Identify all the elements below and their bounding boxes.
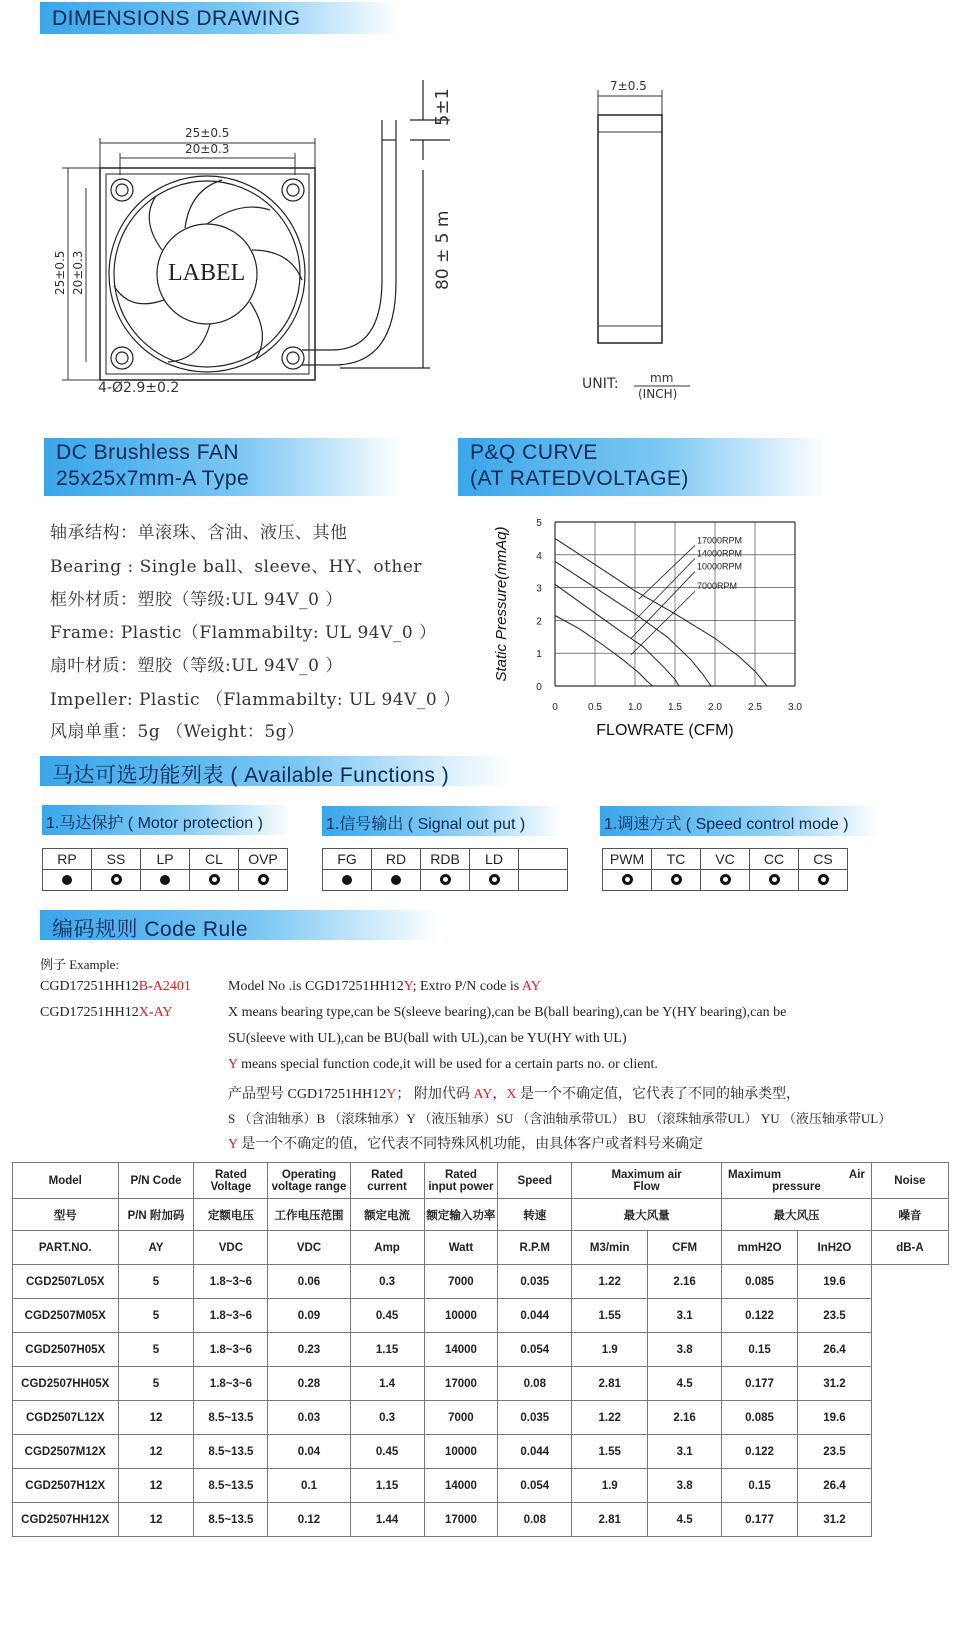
speed-function-mark (603, 870, 652, 891)
table-cell: 12 (118, 1401, 194, 1435)
table-cell: 4.5 (648, 1503, 722, 1537)
height-inner-dim: 20±0.3 (71, 250, 85, 295)
motor-function-mark (239, 870, 288, 891)
example-code-1 (40, 979, 191, 995)
signal-function-label: LD (470, 849, 519, 870)
table-cell: 0.3 (350, 1401, 424, 1435)
table-cell: 3.1 (648, 1435, 722, 1469)
cn1-x: X (506, 1087, 517, 1102)
x-meaning-line2: SU(sleeve with UL),can be BU(ball with UL),can be YU(HY with UL) (228, 1031, 627, 1046)
pq-curve-banner (458, 438, 828, 496)
part-number-cell: CGD2507M12X (13, 1435, 119, 1469)
functions-banner (40, 756, 510, 786)
x-axis-label: FLOWRATE (CFM) (596, 722, 734, 739)
table-cell: 0.09 (268, 1299, 350, 1333)
motor-function-label: OVP (239, 849, 288, 870)
speed-function-mark (799, 870, 848, 891)
ring-dot-icon (769, 874, 780, 885)
table-row (13, 1401, 949, 1435)
series-label: 17000RPM (697, 535, 743, 546)
series-pointer (631, 572, 695, 639)
fan-side-drawing (570, 70, 730, 410)
unit-rp: Watt (424, 1231, 498, 1265)
table-cell: 26.4 (798, 1333, 872, 1367)
motor-function-mark (141, 870, 190, 891)
signal-function-mark (372, 870, 421, 891)
filled-dot-icon (62, 875, 72, 885)
ring-dot-icon (209, 874, 220, 885)
dimensions-banner (40, 2, 400, 34)
table-cell: 12 (118, 1503, 194, 1537)
speed-function-mark (750, 870, 799, 891)
ex1-bearing: B (138, 979, 149, 994)
y-tick-label: 0 (536, 682, 542, 693)
y-line: means special function code,it will be used for a certain parts no. or client. (237, 1057, 658, 1072)
table-cell: 3.8 (648, 1469, 722, 1503)
th-operating-voltage: Operating voltage range (268, 1163, 350, 1199)
table-cell: 0.1 (268, 1469, 350, 1503)
part-number-cell: CGD2507M05X (13, 1299, 119, 1333)
y-tick-label: 3 (536, 583, 542, 595)
cn1-pre: 产品型号 CGD17251HH12 (228, 1087, 387, 1102)
th-cn-ov: 工作电压范围 (268, 1199, 350, 1231)
cn1-ay: AY (473, 1087, 493, 1102)
table-cell: 26.4 (798, 1469, 872, 1503)
speed-control-table (602, 848, 848, 891)
th-cn-pn: P/N 附加码 (118, 1199, 194, 1231)
table-row (13, 1333, 949, 1367)
table-cell: 0.06 (268, 1265, 350, 1299)
th-cn-speed: 转速 (498, 1199, 572, 1231)
motor-function-label: SS (92, 849, 141, 870)
signal-function-mark (470, 870, 519, 891)
th-rated-current: Rated current (350, 1163, 424, 1199)
part-number-cell: CGD2507H05X (13, 1333, 119, 1367)
code-rule-title: 编码规则 Code Rule (52, 918, 249, 941)
table-cell: 12 (118, 1469, 194, 1503)
table-cell: 14000 (424, 1333, 498, 1367)
table-cell: 0.28 (268, 1367, 350, 1401)
spec-bearing-cn: 轴承结构：单滚珠、含油、液压、其他 (50, 523, 348, 543)
part-number-cell: CGD2507L05X (13, 1265, 119, 1299)
motor-function-mark (92, 870, 141, 891)
x-tick-label: 3.0 (788, 702, 802, 713)
table-cell: 17000 (424, 1367, 498, 1401)
table-cell: 0.08 (498, 1503, 572, 1537)
unit-dba: dB-A (871, 1231, 948, 1265)
unit-mmh2o: mmH2O (722, 1231, 798, 1265)
table-cell: 8.5~13.5 (194, 1503, 268, 1537)
pn-code-cell: AY (118, 1231, 194, 1265)
part-number-cell: CGD2507HH05X (13, 1367, 119, 1401)
unit-inh2o: InH2O (798, 1231, 872, 1265)
series-label: 10000RPM (697, 561, 743, 572)
table-cell: 5 (118, 1367, 194, 1401)
th-cn-noise: 噪音 (871, 1199, 948, 1231)
table-cell: 0.15 (722, 1333, 798, 1367)
series-pointer (639, 545, 695, 599)
x-tick-label: 2.5 (748, 702, 762, 713)
table-cell: 10000 (424, 1435, 498, 1469)
table-units-row (13, 1231, 949, 1265)
ex2-dash: - (148, 1005, 154, 1020)
table-cell: 4.5 (648, 1367, 722, 1401)
signal-function-label (519, 849, 568, 870)
table-cell: 2.16 (648, 1265, 722, 1299)
cn1-sep: ， (492, 1087, 507, 1102)
table-cell: 8.5~13.5 (194, 1401, 268, 1435)
motor-protection-title: 1.马达保护 ( Motor protection ) (46, 815, 263, 832)
series-pointer (635, 558, 695, 620)
signal-output-title: 1.信号输出 ( Signal out put ) (326, 816, 526, 833)
th-noise: Noise (871, 1163, 948, 1199)
table-cell: 0.3 (350, 1265, 424, 1299)
table-cell: 2.81 (572, 1503, 648, 1537)
table-cell: 1.15 (350, 1333, 424, 1367)
cn-line2: S （含油轴承）B （滚珠轴承）Y （液压轴承）SU （含油轴承带UL） BU （滚珠轴承带UL） YU （液压轴承带UL） (228, 1111, 892, 1126)
unit-label: UNIT: (582, 376, 619, 392)
y-meaning-line (228, 1057, 658, 1073)
x-tick-label: 1.0 (628, 702, 642, 713)
unit-rv: VDC (194, 1231, 268, 1265)
x-tick-label: 0.5 (588, 702, 602, 713)
th-max-pressure: Maximum Air pressure (722, 1163, 872, 1199)
spec-weight: 风扇单重：5g （Weight：5g） (50, 722, 305, 742)
dimensions-title: DIMENSIONS DRAWING (52, 7, 301, 30)
table-cell: 0.122 (722, 1435, 798, 1469)
table-cell: 7000 (424, 1265, 498, 1299)
speed-function-label: PWM (603, 849, 652, 870)
lead-length-dim: 80 ± 5 m (433, 210, 453, 290)
x-tick-label: 2.0 (708, 702, 722, 713)
speed-control-banner (600, 806, 880, 836)
series-line (555, 561, 711, 686)
signal-function-label: FG (323, 849, 372, 870)
table-cell: 0.12 (268, 1503, 350, 1537)
spec-bearing-en: Bearing : Single ball、sleeve、HY、other (50, 557, 423, 577)
fan-front-drawing (40, 50, 480, 410)
table-row (13, 1503, 949, 1537)
width-outer-dim: 25±0.5 (185, 126, 230, 140)
motor-function-label: LP (141, 849, 190, 870)
table-cell: 12 (118, 1435, 194, 1469)
cn3-y: Y (228, 1137, 238, 1152)
spec-frame-cn: 框外材质：塑胶（等级:UL 94V_0 ） (50, 590, 343, 610)
ex1-dash: - (148, 979, 153, 994)
series-label: 7000RPM (697, 581, 738, 592)
unit-mm: mm (650, 371, 674, 385)
cn1-post: 是一个不确定值，它代表了不同的轴承类型， (516, 1087, 800, 1102)
table-cell: 1.8~3~6 (194, 1367, 268, 1401)
table-cell: 1.4 (350, 1367, 424, 1401)
table-cell: 19.6 (798, 1401, 872, 1435)
code-rule-banner (40, 910, 440, 940)
unit-inch: (INCH) (638, 387, 678, 401)
table-cell: 0.085 (722, 1401, 798, 1435)
th-cn-pressure: 最大风压 (722, 1199, 872, 1231)
table-cell: 8.5~13.5 (194, 1435, 268, 1469)
th-cn-rv: 定额电压 (194, 1199, 268, 1231)
example-label: 例子 Example: (40, 957, 120, 972)
table-row (13, 1469, 949, 1503)
th-rated-voltage: Rated Voltage (194, 1163, 268, 1199)
signal-output-table (322, 848, 568, 891)
filled-dot-icon (160, 875, 170, 885)
table-cell: 5 (118, 1265, 194, 1299)
y-tick-label: 1 (536, 649, 542, 661)
table-cell: 1.9 (572, 1469, 648, 1503)
filled-dot-icon (342, 875, 352, 885)
ex1-a: A (152, 979, 163, 994)
spec-frame-en: Frame: Plastic（Flammabilty: UL 94V_0 ） (50, 623, 437, 643)
series-line (555, 616, 653, 687)
table-cell: 3.1 (648, 1299, 722, 1333)
y-tick-label: 4 (536, 550, 542, 562)
ring-dot-icon (111, 874, 122, 885)
unit-cfm: CFM (648, 1231, 722, 1265)
table-cell: 0.08 (498, 1367, 572, 1401)
table-cell: 23.5 (798, 1435, 872, 1469)
table-cell: 0.054 (498, 1469, 572, 1503)
unit-part: PART.NO. (13, 1231, 119, 1265)
series-label: 14000RPM (697, 548, 743, 559)
model-y: Y (403, 979, 413, 994)
cn-line3 (228, 1133, 703, 1153)
table-header-row (13, 1163, 949, 1199)
series-pointer (631, 591, 695, 655)
cn-line1 (228, 1083, 800, 1103)
unit-rc: Amp (350, 1231, 424, 1265)
thickness-dim: 7±0.5 (610, 79, 647, 93)
table-cell: 7000 (424, 1401, 498, 1435)
table-row (13, 1299, 949, 1333)
th-cn-model: 型号 (13, 1199, 119, 1231)
speed-function-mark (652, 870, 701, 891)
width-inner-dim: 20±0.3 (185, 142, 230, 156)
signal-function-label: RD (372, 849, 421, 870)
table-cell: 2.16 (648, 1401, 722, 1435)
ring-dot-icon (720, 874, 731, 885)
y-axis-label: Static Pressure(mmAq) (493, 526, 510, 682)
series-line (555, 584, 679, 686)
speed-control-title: 1.调速方式 ( Speed control mode ) (604, 816, 849, 833)
table-cell: 31.2 (798, 1503, 872, 1537)
motor-function-label: RP (43, 849, 92, 870)
filled-dot-icon (391, 875, 401, 885)
example-code-2 (40, 1005, 173, 1021)
ring-dot-icon (622, 874, 633, 885)
table-cn-header-row (13, 1199, 949, 1231)
fan-label-text: LABEL (168, 260, 246, 286)
table-cell: 0.177 (722, 1503, 798, 1537)
table-row (13, 1367, 949, 1401)
model-mid: ; Extro P/N code is (412, 979, 522, 994)
cn3-post: 是一个不确定的值，它代表不同特殊风机功能，由具体客户或者料号来确定 (237, 1137, 704, 1152)
model-pre: Model No .is CGD17251HH12 (228, 979, 404, 994)
fan-type-banner (44, 438, 404, 496)
y-tick-label: 5 (536, 518, 542, 529)
spec-table (12, 1162, 949, 1537)
table-cell: 0.15 (722, 1469, 798, 1503)
speed-function-label: CS (799, 849, 848, 870)
table-cell: 23.5 (798, 1299, 872, 1333)
unit-m3: M3/min (572, 1231, 648, 1265)
ex1-num: 2401 (162, 979, 191, 994)
th-max-flow: Maximum air Flow (572, 1163, 722, 1199)
cn1-mid: ； 附加代码 (396, 1087, 474, 1102)
table-cell: 5 (118, 1299, 194, 1333)
height-outer-dim: 25±0.5 (53, 250, 67, 295)
motor-protection-banner (42, 805, 292, 835)
table-cell: 0.054 (498, 1333, 572, 1367)
speed-function-mark (701, 870, 750, 891)
part-number-cell: CGD2507L12X (13, 1401, 119, 1435)
ring-dot-icon (440, 874, 451, 885)
table-cell: 31.2 (798, 1367, 872, 1401)
table-cell: 19.6 (798, 1265, 872, 1299)
table-cell: 17000 (424, 1503, 498, 1537)
th-speed: Speed (498, 1163, 572, 1199)
table-cell: 1.55 (572, 1299, 648, 1333)
signal-function-mark (323, 870, 372, 891)
table-cell: 1.8~3~6 (194, 1333, 268, 1367)
table-cell: 0.45 (350, 1299, 424, 1333)
ring-dot-icon (489, 874, 500, 885)
ex1-base: CGD17251HH12 (40, 979, 139, 994)
table-cell: 0.044 (498, 1299, 572, 1333)
table-cell: 10000 (424, 1299, 498, 1333)
table-cell: 1.9 (572, 1333, 648, 1367)
y-mark: Y (228, 1057, 238, 1072)
ring-dot-icon (818, 874, 829, 885)
x-tick-label: 1.5 (668, 702, 682, 713)
table-cell: 1.8~3~6 (194, 1265, 268, 1299)
table-cell: 3.8 (648, 1333, 722, 1367)
pq-title-line1: P&Q CURVE (470, 441, 598, 464)
table-cell: 8.5~13.5 (194, 1469, 268, 1503)
pq-title-line2: (AT RATEDVOLTAGE) (470, 467, 689, 490)
table-cell: 1.55 (572, 1435, 648, 1469)
table-cell: 0.035 (498, 1265, 572, 1299)
table-row (13, 1435, 949, 1469)
table-row (13, 1265, 949, 1299)
fan-title-line2: 25x25x7mm-A Type (56, 467, 250, 490)
model-line (228, 979, 541, 995)
table-cell: 0.04 (268, 1435, 350, 1469)
table-cell: 0.122 (722, 1299, 798, 1333)
ring-dot-icon (258, 874, 269, 885)
spec-impeller-en: Impeller: Plastic （Flammabilty: UL 94V_0 ） (50, 690, 461, 710)
speed-function-label: VC (701, 849, 750, 870)
ex2-base: CGD17251HH12 (40, 1005, 139, 1020)
x-tick-label: 0 (552, 702, 558, 713)
th-rated-power: Rated input power (424, 1163, 498, 1199)
motor-function-mark (43, 870, 92, 891)
table-cell: 1.22 (572, 1401, 648, 1435)
x-meaning-line1: X means bearing type,can be S(sleeve bearing),can be B(ball bearing),can be Y(HY bearing),can be (228, 1005, 787, 1020)
table-cell: 2.81 (572, 1367, 648, 1401)
table-cell: 0.03 (268, 1401, 350, 1435)
holes-dim: 4-Ø2.9±0.2 (98, 380, 180, 396)
motor-function-mark (190, 870, 239, 891)
speed-function-label: TC (652, 849, 701, 870)
table-cell: 5 (118, 1333, 194, 1367)
th-pn: P/N Code (118, 1163, 194, 1199)
table-cell: 0.044 (498, 1435, 572, 1469)
ex2-ay: AY (153, 1005, 173, 1020)
table-cell: 0.177 (722, 1367, 798, 1401)
table-cell: 0.23 (268, 1333, 350, 1367)
table-cell: 14000 (424, 1469, 498, 1503)
table-cell: 0.085 (722, 1265, 798, 1299)
table-cell: 1.22 (572, 1265, 648, 1299)
lead-strip-dim: 5±1 (432, 88, 453, 126)
motor-function-label: CL (190, 849, 239, 870)
signal-function-mark (519, 870, 568, 891)
model-ay: AY (521, 979, 541, 994)
th-cn-flow: 最大风量 (572, 1199, 722, 1231)
signal-function-label: RDB (421, 849, 470, 870)
spec-impeller-cn: 扇叶材质：塑胶（等级:UL 94V_0 ） (50, 656, 343, 676)
table-cell: 1.15 (350, 1469, 424, 1503)
ring-dot-icon (671, 874, 682, 885)
unit-ov: VDC (268, 1231, 350, 1265)
y-tick-label: 2 (536, 616, 542, 628)
motor-protection-table (42, 848, 288, 891)
functions-title: 马达可选功能列表 ( Available Functions ) (52, 764, 450, 787)
ex2-x: X (138, 1005, 149, 1020)
th-model: Model (13, 1163, 119, 1199)
signal-function-mark (421, 870, 470, 891)
table-cell: 0.45 (350, 1435, 424, 1469)
th-cn-rp: 额定输入功率 (424, 1199, 498, 1231)
signal-output-banner (322, 806, 562, 836)
table-cell: 1.44 (350, 1503, 424, 1537)
unit-speed: R.P.M (498, 1231, 572, 1265)
th-cn-rc: 额定电流 (350, 1199, 424, 1231)
part-number-cell: CGD2507HH12X (13, 1503, 119, 1537)
table-cell: 1.8~3~6 (194, 1299, 268, 1333)
part-number-cell: CGD2507H12X (13, 1469, 119, 1503)
table-cell: 0.035 (498, 1401, 572, 1435)
fan-title-line1: DC Brushless FAN (56, 441, 240, 464)
cn1-y: Y (386, 1087, 397, 1102)
pq-curve-chart (485, 510, 825, 745)
speed-function-label: CC (750, 849, 799, 870)
